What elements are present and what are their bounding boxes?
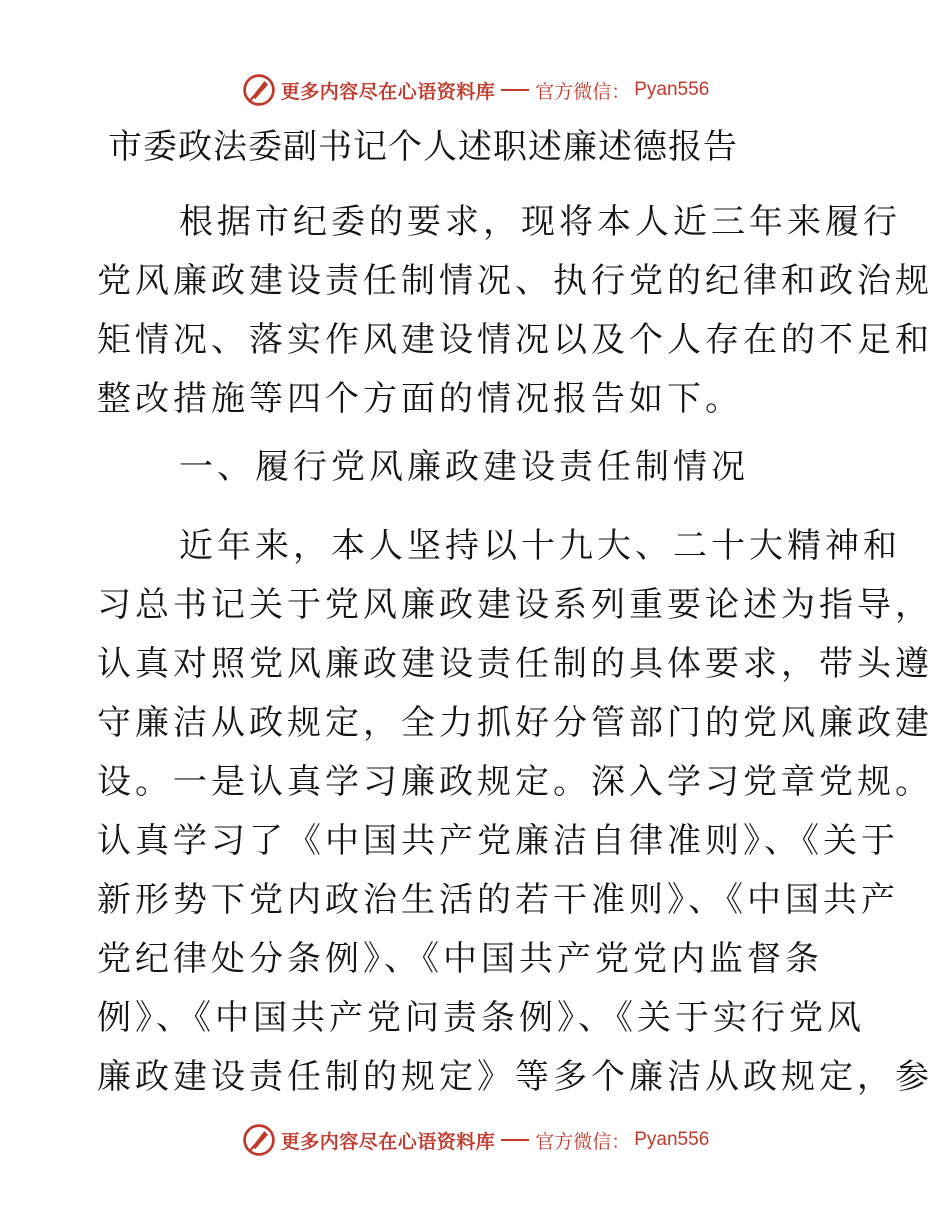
body-paragraph (97, 517, 933, 1107)
banner-wechat-label: 官方微信： (535, 1130, 631, 1153)
paragraph-line: 矩情况、落实作风建设情况以及个人存在的不足和 (97, 320, 933, 360)
paragraph-line: 例》、《中国共产党问责条例》、《关于实行党风 (97, 998, 865, 1038)
paragraph-line: 廉政建设责任制的规定》等多个廉洁从政规定，参 (97, 1057, 933, 1097)
document-title: 市委政法委副书记个人述职述廉述德报告 (108, 127, 738, 167)
quill-logo-icon (241, 72, 277, 108)
section-heading (97, 438, 857, 497)
banner-slogan: 更多内容尽在心语资料库 (280, 1130, 496, 1153)
paragraph-line: 设。一是认真学习廉政规定。深入学习党章党规。 (97, 762, 933, 802)
header-banner (0, 68, 950, 112)
paragraph-line: 党风廉政建设责任制情况、执行党的纪律和政治规 (97, 261, 933, 301)
paragraph-line: 根据市纪委的要求，现将本人近三年来履行 (179, 202, 901, 242)
quill-logo-icon (241, 1122, 277, 1158)
section-heading-text: 一、履行党风廉政建设责任制情况 (179, 447, 749, 487)
banner-dash (501, 89, 529, 91)
banner-dash (501, 1139, 529, 1141)
paragraph-line: 新形势下党内政治生活的若干准则》、《中国共产 (97, 880, 899, 920)
paragraph-line: 党纪律处分条例》、《中国共产党党内监督条 (97, 939, 823, 979)
footer-banner (0, 1118, 950, 1162)
paragraph-line: 近年来，本人坚持以十九大、二十大精神和 (179, 526, 901, 566)
intro-paragraph (97, 193, 933, 429)
paragraph-line: 守廉洁从政规定，全力抓好分管部门的党风廉政建 (97, 703, 933, 743)
banner-wechat-id: Pyan556 (634, 79, 710, 100)
paragraph-line: 认真对照党风廉政建设责任制的具体要求，带头遵 (97, 644, 933, 684)
banner-slogan: 更多内容尽在心语资料库 (280, 80, 496, 103)
banner-wechat-label: 官方微信： (535, 80, 631, 103)
banner-wechat-id: Pyan556 (634, 1129, 710, 1150)
paragraph-line: 认真学习了《中国共产党廉洁自律准则》、《关于 (97, 821, 899, 861)
paragraph-line: 习总书记关于党风廉政建设系列重要论述为指导， (97, 585, 933, 625)
paragraph-line: 整改措施等四个方面的情况报告如下。 (97, 379, 743, 419)
